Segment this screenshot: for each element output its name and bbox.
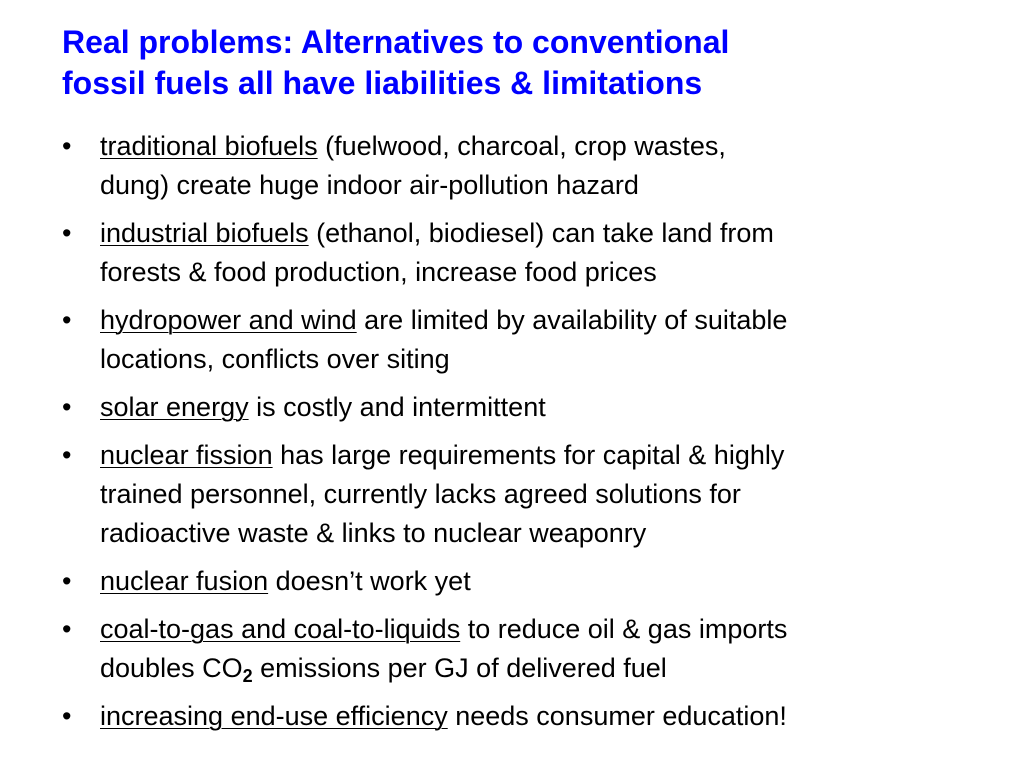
bullet-line: radioactive waste & links to nuclear weaponry: [100, 518, 647, 548]
bullet-topic: traditional biofuels: [100, 131, 318, 161]
bullet-coal-to-gas-liquids: [62, 610, 992, 688]
bullet-list: [62, 127, 992, 745]
bullet-marker: •: [62, 701, 72, 731]
bullet-line: [100, 214, 992, 253]
bullet-text: to reduce oil & gas imports: [460, 614, 788, 644]
bullet-topic: nuclear fission: [100, 440, 273, 470]
bullet-line: [100, 301, 992, 340]
bullet-topic: nuclear fusion: [100, 566, 269, 596]
bullet-nuclear-fission: [62, 436, 992, 553]
bullet-text: (fuelwood, charcoal, crop wastes,: [317, 131, 726, 161]
bullet-line: forests & food production, increase food prices: [100, 257, 657, 287]
bullet-solar-energy: [62, 388, 992, 427]
slide-title: [62, 22, 1002, 104]
title-line-1: Real problems: Alternatives to conventional: [62, 24, 730, 60]
bullet-end-use-efficiency: [62, 697, 992, 736]
bullet-industrial-biofuels: [62, 214, 992, 292]
bullet-marker: •: [62, 392, 72, 422]
bullet-nuclear-fusion: [62, 562, 992, 601]
bullet-hydropower-wind: [62, 301, 992, 379]
bullet-text: needs consumer education!: [447, 701, 787, 731]
bullet-topic: hydropower and wind: [100, 305, 357, 335]
bullet-line: dung) create huge indoor air-pollution hazard: [100, 170, 639, 200]
bullet-text: (ethanol, biodiesel) can take land from: [308, 218, 774, 248]
bullet-line: [100, 436, 992, 475]
bullet-text: doesn’t work yet: [268, 566, 471, 596]
bullet-text: has large requirements for capital & highly: [272, 440, 785, 470]
bullet-topic: solar energy: [100, 392, 249, 422]
bullet-text: emissions per GJ of delivered fuel: [252, 653, 667, 683]
bullet-topic: coal-to-gas and coal-to-liquids: [100, 614, 461, 644]
bullet-text: is costly and intermittent: [248, 392, 546, 422]
bullet-topic: increasing end-use efficiency: [100, 701, 448, 731]
bullet-text: doubles CO: [100, 653, 243, 683]
bullet-line: [100, 127, 992, 166]
bullet-marker: •: [62, 566, 72, 596]
bullet-line: locations, conflicts over siting: [100, 344, 450, 374]
bullet-marker: •: [62, 305, 72, 335]
bullet-line: [100, 697, 992, 736]
bullet-marker: •: [62, 131, 72, 161]
title-line-2: fossil fuels all have liabilities & limitations: [62, 65, 703, 101]
bullet-text: are limited by availability of suitable: [356, 305, 788, 335]
bullet-marker: •: [62, 440, 72, 470]
bullet-line: [100, 562, 992, 601]
bullet-line: [100, 610, 992, 649]
bullet-topic: industrial biofuels: [100, 218, 309, 248]
bullet-line: trained personnel, currently lacks agreed solutions for: [100, 479, 741, 509]
bullet-line: [100, 649, 992, 688]
bullet-marker: •: [62, 614, 72, 644]
bullet-line: [100, 388, 992, 427]
co2-subscript: 2: [242, 666, 253, 686]
bullet-marker: •: [62, 218, 72, 248]
bullet-traditional-biofuels: [62, 127, 992, 205]
